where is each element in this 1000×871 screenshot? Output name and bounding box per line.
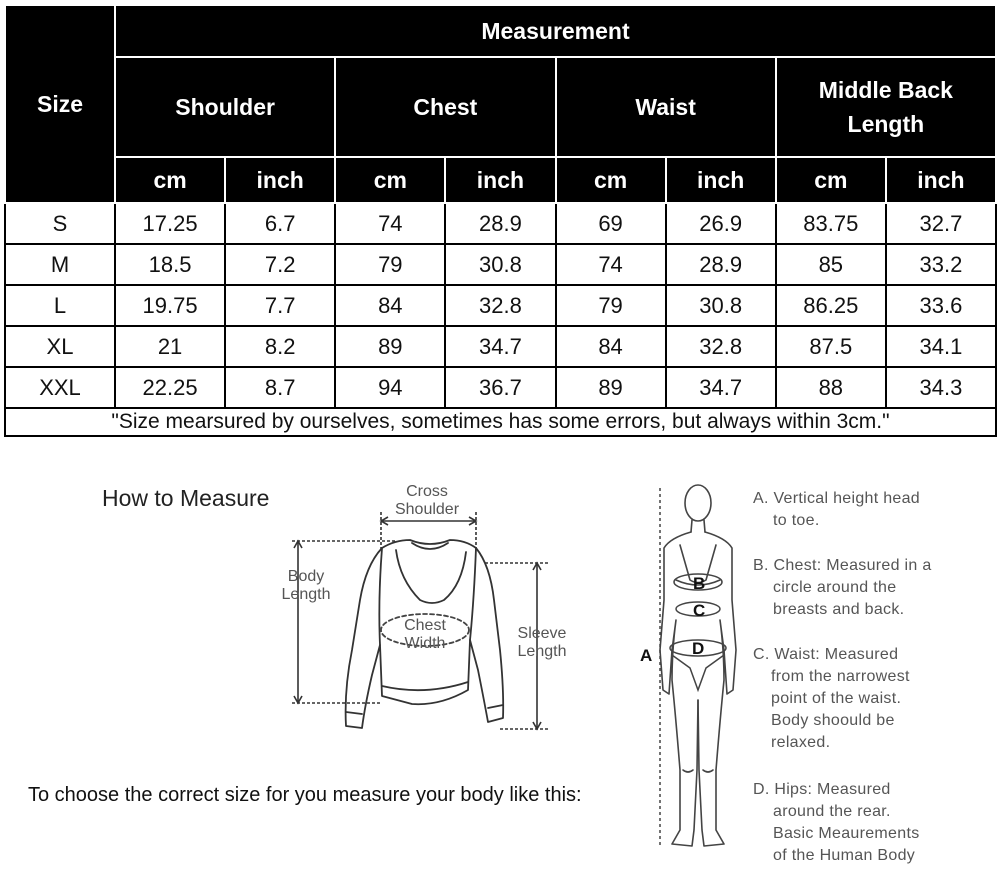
- value-cell: 79: [556, 285, 666, 326]
- description-b: B. Chest: Measured in a circle around the breasts and back.: [753, 557, 932, 618]
- chest-width-label: Chest Width: [404, 617, 446, 652]
- value-cell: 22.25: [115, 367, 225, 408]
- value-cell: 87.5: [776, 326, 886, 367]
- value-cell: 8.2: [225, 326, 335, 367]
- marker-d-label: D: [692, 639, 705, 658]
- description-a: A. Vertical height head to toe.: [753, 490, 921, 529]
- value-cell: 7.7: [225, 285, 335, 326]
- unit-header: inch: [225, 157, 335, 203]
- value-cell: 26.9: [666, 203, 776, 244]
- value-cell: 30.8: [445, 244, 555, 285]
- value-cell: 28.9: [445, 203, 555, 244]
- value-cell: 34.1: [886, 326, 996, 367]
- value-cell: 6.7: [225, 203, 335, 244]
- size-cell: XXL: [5, 367, 115, 408]
- value-cell: 85: [776, 244, 886, 285]
- value-cell: 94: [335, 367, 445, 408]
- value-cell: 88: [776, 367, 886, 408]
- value-cell: 7.2: [225, 244, 335, 285]
- value-cell: 32.7: [886, 203, 996, 244]
- value-cell: 34.7: [445, 326, 555, 367]
- value-cell: 33.6: [886, 285, 996, 326]
- value-cell: 84: [556, 326, 666, 367]
- value-cell: 18.5: [115, 244, 225, 285]
- value-cell: 34.7: [666, 367, 776, 408]
- size-cell: L: [5, 285, 115, 326]
- unit-header: inch: [666, 157, 776, 203]
- value-cell: 89: [335, 326, 445, 367]
- size-cell: XL: [5, 326, 115, 367]
- value-cell: 19.75: [115, 285, 225, 326]
- size-note: "Size mearsured by ourselves, sometimes has some errors, but always within 3cm.": [5, 408, 996, 436]
- choose-size-instructions: To choose the correct size for you measure your body like this:: [28, 784, 582, 806]
- body-figure-illustration: [660, 485, 736, 846]
- group-header-middle-back-length: Middle Back Length: [776, 57, 996, 157]
- value-cell: 36.7: [445, 367, 555, 408]
- description-d: D. Hips: Measured around the rear. Basic Meaurements of the Human Body: [753, 781, 920, 864]
- unit-header: cm: [556, 157, 666, 203]
- marker-a-label: A: [640, 646, 653, 665]
- marker-b-label: B: [693, 574, 706, 593]
- unit-header: cm: [776, 157, 886, 203]
- marker-c-label: C: [693, 601, 706, 620]
- size-cell: M: [5, 244, 115, 285]
- how-to-measure-title: How to Measure: [102, 485, 270, 511]
- group-header-chest: Chest: [335, 57, 555, 157]
- group-header-waist: Waist: [556, 57, 776, 157]
- unit-header: cm: [115, 157, 225, 203]
- sleeve-length-label: Sleeve Length: [517, 625, 567, 660]
- value-cell: 89: [556, 367, 666, 408]
- value-cell: 33.2: [886, 244, 996, 285]
- value-cell: 74: [335, 203, 445, 244]
- description-c: C. Waist: Measured from the narrowest point of the waist. Body shoould be relaxed.: [753, 646, 910, 751]
- measurement-header: Measurement: [115, 5, 996, 57]
- cross-shoulder-label: Cross Shoulder: [394, 483, 460, 518]
- value-cell: 32.8: [666, 326, 776, 367]
- value-cell: 17.25: [115, 203, 225, 244]
- body-length-label: Body Length: [281, 568, 331, 603]
- value-cell: 32.8: [445, 285, 555, 326]
- value-cell: 8.7: [225, 367, 335, 408]
- value-cell: 34.3: [886, 367, 996, 408]
- value-cell: 30.8: [666, 285, 776, 326]
- group-header-shoulder: Shoulder: [115, 57, 335, 157]
- value-cell: 79: [335, 244, 445, 285]
- value-cell: 21: [115, 326, 225, 367]
- value-cell: 84: [335, 285, 445, 326]
- value-cell: 83.75: [776, 203, 886, 244]
- value-cell: 28.9: [666, 244, 776, 285]
- unit-header: inch: [445, 157, 555, 203]
- value-cell: 74: [556, 244, 666, 285]
- value-cell: 69: [556, 203, 666, 244]
- unit-header: inch: [886, 157, 996, 203]
- size-cell: S: [5, 203, 115, 244]
- value-cell: 86.25: [776, 285, 886, 326]
- unit-header: cm: [335, 157, 445, 203]
- size-header: Size: [5, 5, 115, 203]
